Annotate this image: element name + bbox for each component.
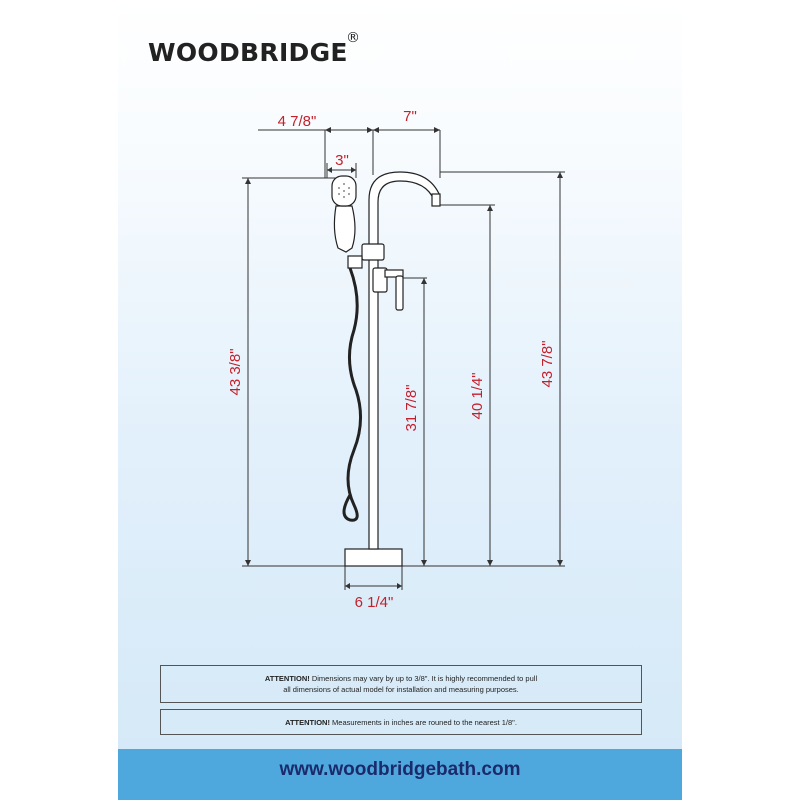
dim-handshower-head: 3"	[335, 152, 349, 169]
dim-handshower-offset: 4 7/8"	[277, 113, 317, 130]
shower-hose	[344, 268, 361, 520]
notice-text: Measurements in inches are rouned to the nearest 1/8".	[332, 718, 517, 727]
faucet-base	[345, 549, 402, 566]
gooseneck-spout	[369, 172, 440, 250]
dim-spout-outlet-height: 40 1/4"	[469, 372, 486, 420]
footer-bar	[118, 749, 682, 800]
spout-outlet	[432, 194, 440, 206]
diverter-body	[362, 244, 384, 260]
registered-mark: ®	[346, 30, 360, 46]
handle-grip	[396, 276, 403, 310]
dim-base-width: 6 1/4"	[354, 594, 394, 611]
notice-line-2: all dimensions of actual model for installation and measuring purposes.	[283, 685, 519, 694]
notice-line-1: Dimensions may vary by up to 3/8". It is highly recommended to pull	[311, 674, 538, 683]
attention-notice-dimensions	[160, 665, 642, 703]
dim-overall-height: 43 7/8"	[539, 340, 556, 388]
brand-logo: WOODBRIDGE	[148, 38, 348, 67]
shower-holder	[348, 256, 362, 268]
hand-shower-handle	[334, 206, 355, 252]
website-link[interactable]: www.woodbridgebath.com	[279, 759, 521, 780]
attention-label: ATTENTION!	[285, 718, 330, 727]
dim-spout-reach: 7"	[403, 108, 417, 125]
attention-notice-rounding	[160, 709, 642, 735]
attention-label: ATTENTION!	[264, 674, 310, 683]
dim-handle-height: 31 7/8"	[403, 384, 420, 432]
faucet-riser	[369, 248, 378, 549]
dimension-arrows	[245, 127, 563, 589]
dimension-lines	[242, 130, 565, 590]
dim-handshower-height: 43 3/8"	[227, 348, 244, 396]
